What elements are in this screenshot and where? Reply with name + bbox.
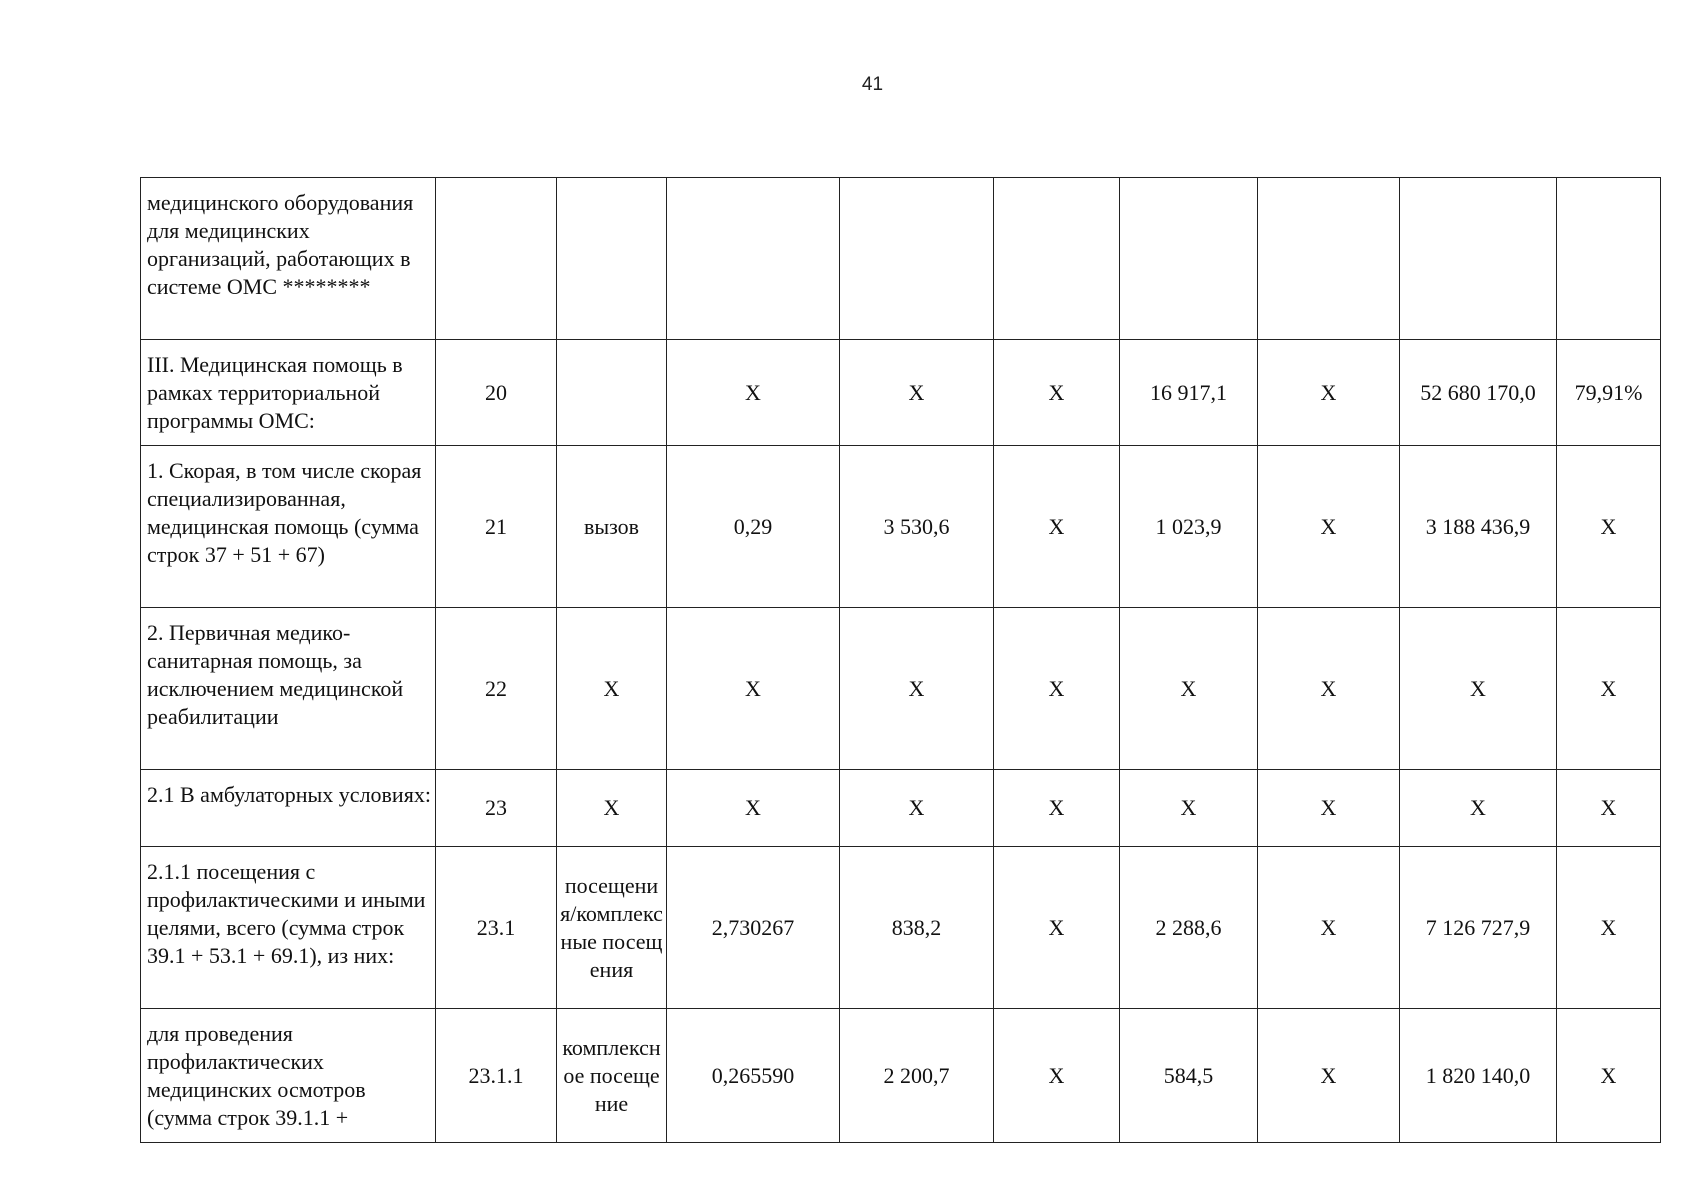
value-cell [1400, 178, 1557, 340]
row-name-cell: 2.1 В амбулаторных условиях: [141, 770, 436, 847]
row-name-cell: медицинского оборудования для медицинских организаций, работающих в системе ОМС ******** [141, 178, 436, 340]
value-cell [840, 178, 994, 340]
unit-cell: комплексное посещение [557, 1009, 667, 1143]
value-cell: X [1120, 770, 1258, 847]
row-name-cell: для проведения профилактических медицинских осмотров (сумма строк 39.1.1 + [141, 1009, 436, 1143]
row-name-cell: 1. Скорая, в том числе скорая специализированная, медицинская помощь (сумма строк 37 + 51 + 67) [141, 446, 436, 608]
value-cell: X [1258, 847, 1400, 1009]
value-cell: 79,91% [1557, 340, 1661, 446]
row-name-cell: III. Медицинская помощь в рамках территориальной программы ОМС: [141, 340, 436, 446]
value-cell [667, 178, 840, 340]
table-row [141, 770, 1661, 847]
value-cell: X [840, 340, 994, 446]
line-code-cell: 22 [436, 608, 557, 770]
value-cell: X [840, 608, 994, 770]
value-cell: 2 288,6 [1120, 847, 1258, 1009]
table-row [141, 1009, 1661, 1143]
value-cell: X [667, 770, 840, 847]
value-cell: 838,2 [840, 847, 994, 1009]
page-number: 41 [861, 74, 884, 95]
value-cell: X [994, 340, 1120, 446]
value-cell: X [994, 446, 1120, 608]
value-cell: X [994, 1009, 1120, 1143]
value-cell [994, 178, 1120, 340]
value-cell: X [1258, 1009, 1400, 1143]
value-cell: 1 023,9 [1120, 446, 1258, 608]
value-cell: X [1400, 608, 1557, 770]
value-cell: 1 820 140,0 [1400, 1009, 1557, 1143]
value-cell: X [1120, 608, 1258, 770]
value-cell: 584,5 [1120, 1009, 1258, 1143]
unit-cell: X [557, 608, 667, 770]
line-code-cell: 20 [436, 340, 557, 446]
value-cell: X [667, 340, 840, 446]
row-name-cell: 2.1.1 посещения с профилактическими и иными целями, всего (сумма строк 39.1 + 53.1 + 69.1), из них: [141, 847, 436, 1009]
value-cell: 3 530,6 [840, 446, 994, 608]
value-cell: X [994, 847, 1120, 1009]
unit-cell [557, 340, 667, 446]
line-code-cell: 21 [436, 446, 557, 608]
value-cell: X [1258, 340, 1400, 446]
value-cell: 52 680 170,0 [1400, 340, 1557, 446]
table-row [141, 340, 1661, 446]
value-cell: X [1258, 446, 1400, 608]
line-code-cell: 23.1.1 [436, 1009, 557, 1143]
value-cell: X [840, 770, 994, 847]
value-cell: X [994, 770, 1120, 847]
value-cell: 3 188 436,9 [1400, 446, 1557, 608]
value-cell: 7 126 727,9 [1400, 847, 1557, 1009]
value-cell: X [1557, 1009, 1661, 1143]
unit-cell: вызов [557, 446, 667, 608]
unit-cell [557, 178, 667, 340]
value-cell: X [1258, 608, 1400, 770]
value-cell [1258, 178, 1400, 340]
table-row [141, 446, 1661, 608]
data-table [140, 177, 1661, 1143]
line-code-cell [436, 178, 557, 340]
value-cell: 2 200,7 [840, 1009, 994, 1143]
value-cell: X [1400, 770, 1557, 847]
value-cell: X [1557, 446, 1661, 608]
value-cell [1120, 178, 1258, 340]
value-cell: X [1557, 608, 1661, 770]
value-cell: X [1258, 770, 1400, 847]
value-cell: 2,730267 [667, 847, 840, 1009]
unit-cell: X [557, 770, 667, 847]
value-cell: 16 917,1 [1120, 340, 1258, 446]
row-name-cell: 2. Первичная медико-санитарная помощь, за исключением медицинской реабилитации [141, 608, 436, 770]
table-row [141, 847, 1661, 1009]
value-cell: X [994, 608, 1120, 770]
value-cell: 0,29 [667, 446, 840, 608]
table-row [141, 608, 1661, 770]
unit-cell: посещения/комплексные посещения [557, 847, 667, 1009]
value-cell [1557, 178, 1661, 340]
value-cell: X [1557, 847, 1661, 1009]
line-code-cell: 23 [436, 770, 557, 847]
value-cell: 0,265590 [667, 1009, 840, 1143]
table-row [141, 178, 1661, 340]
value-cell: X [1557, 770, 1661, 847]
value-cell: X [667, 608, 840, 770]
line-code-cell: 23.1 [436, 847, 557, 1009]
